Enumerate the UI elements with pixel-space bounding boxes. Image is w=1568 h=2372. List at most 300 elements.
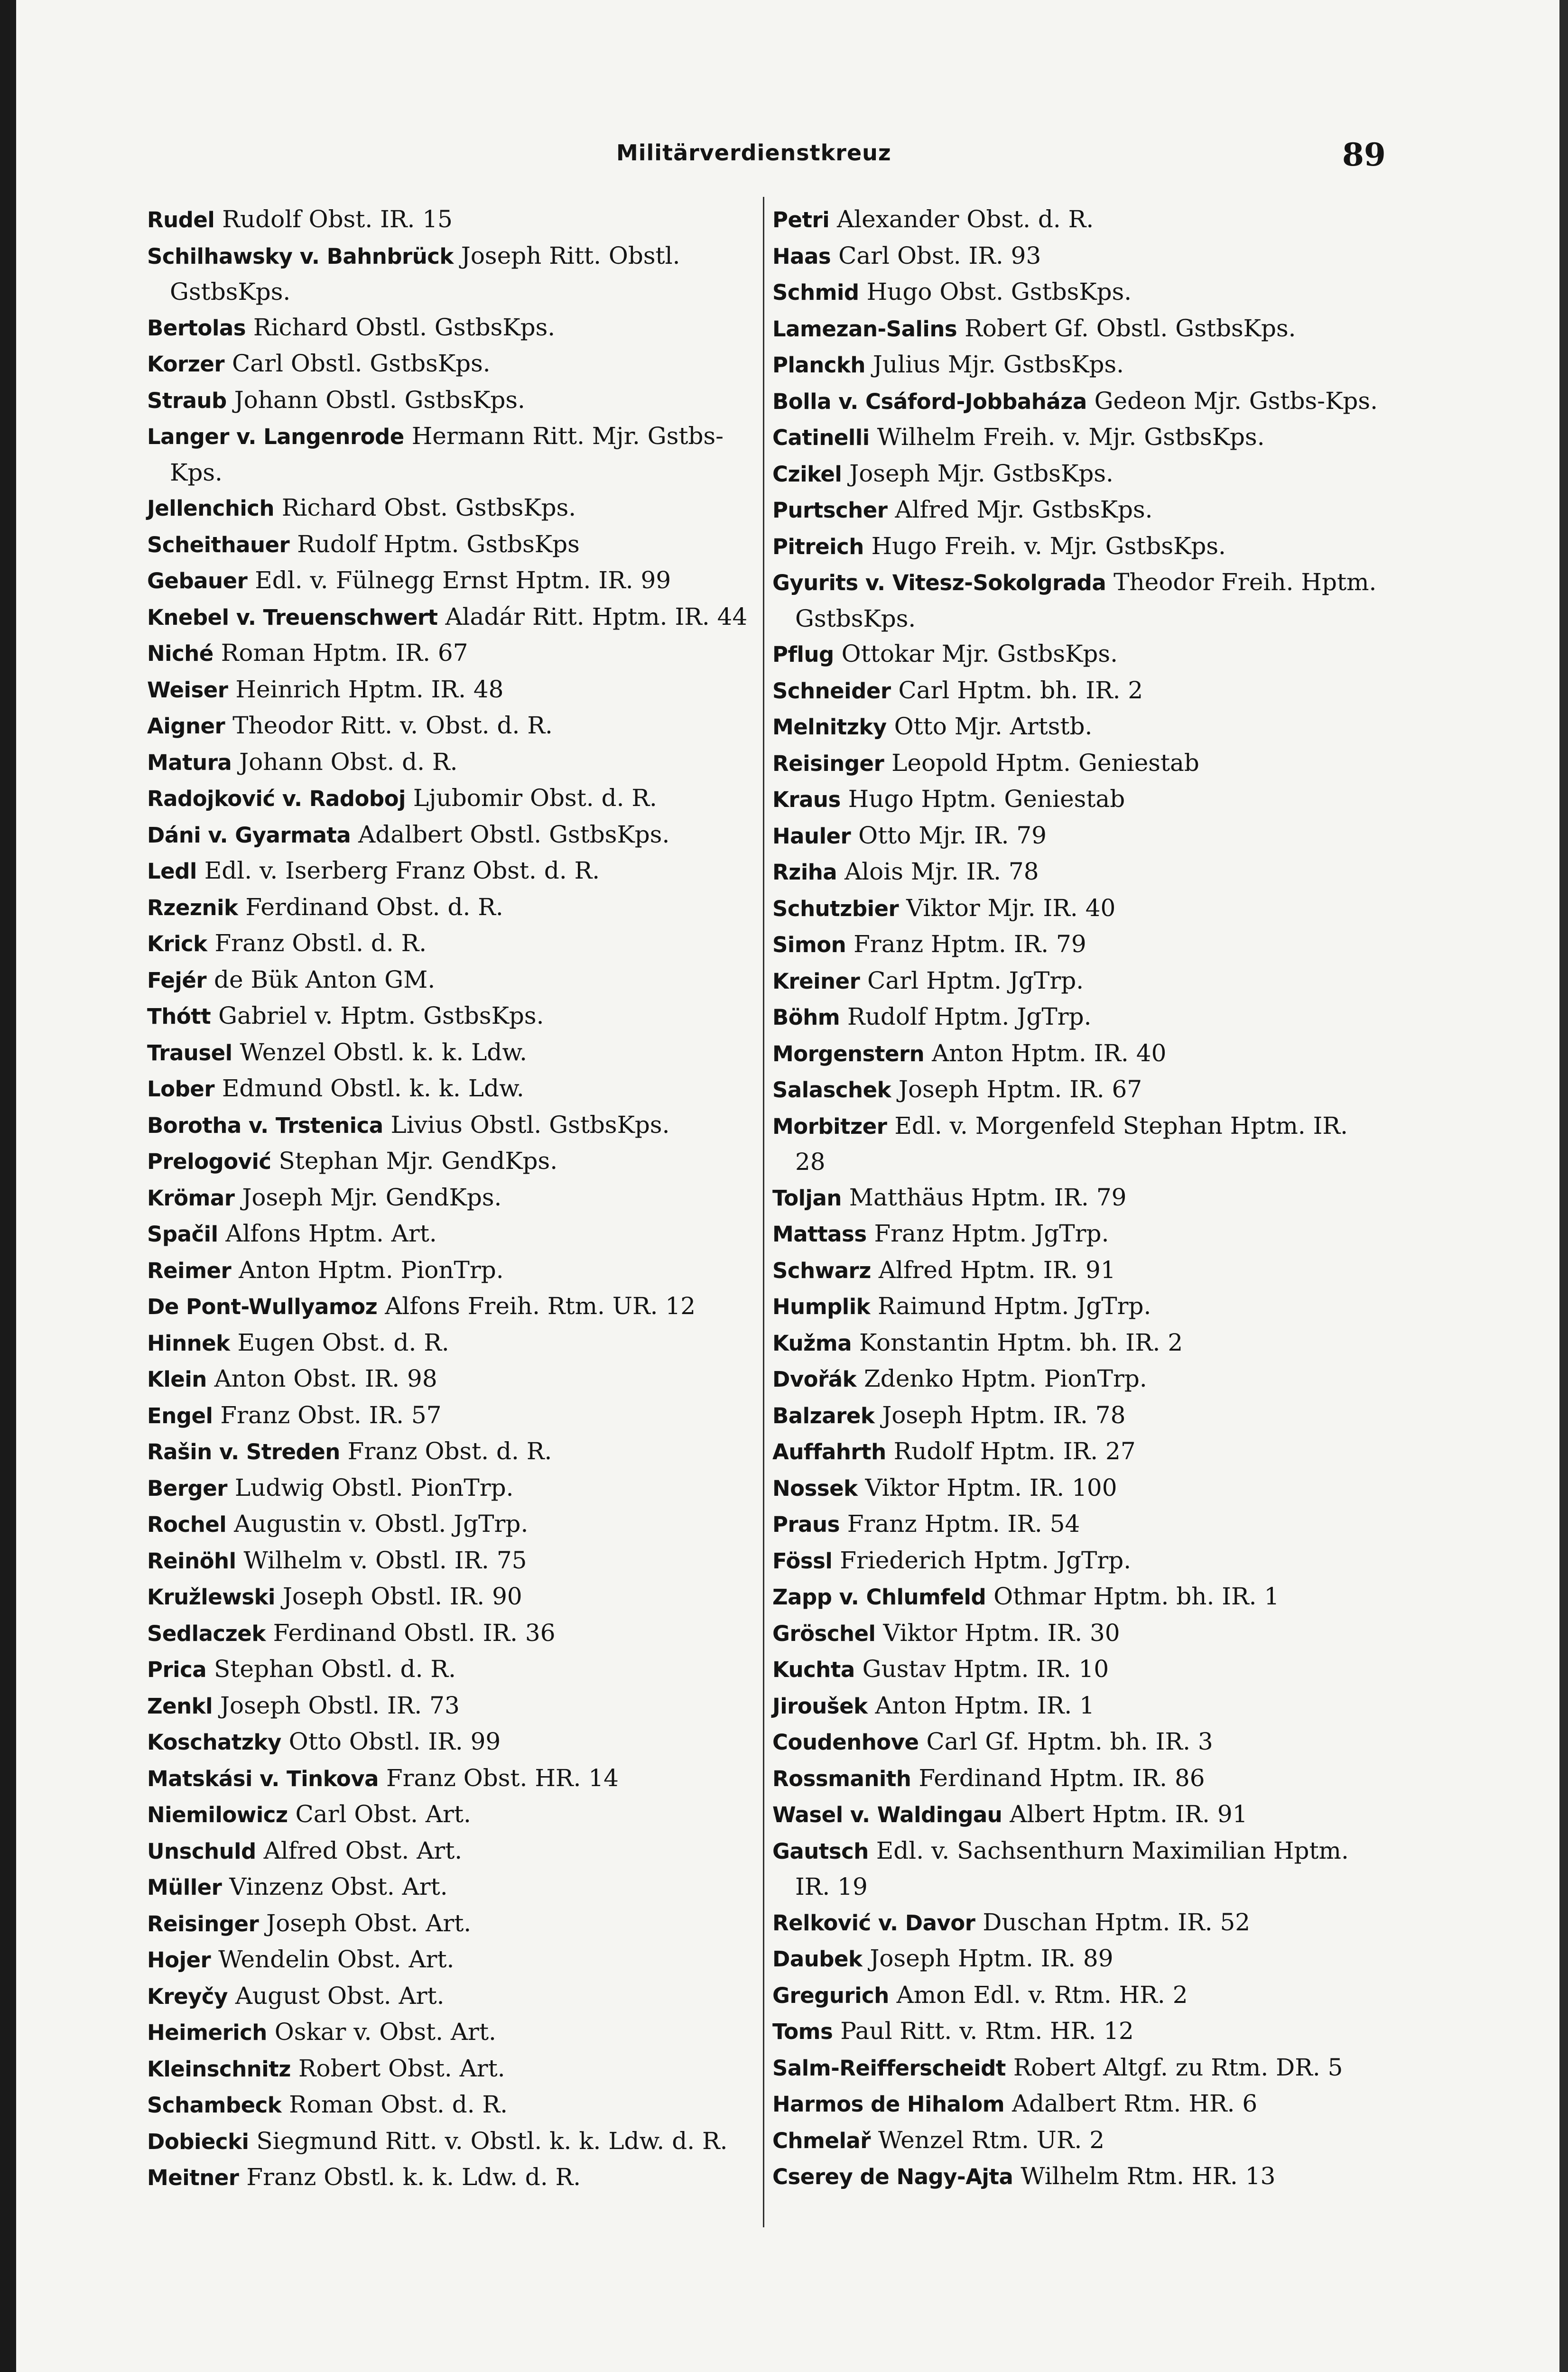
entry-surname: Catinelli [772,425,870,450]
list-item [147,1978,754,2015]
list-item [772,854,1380,890]
entry-details: Roman Hptm. IR. 67 [221,639,468,667]
list-item [147,2014,754,2051]
list-item [147,1615,754,1652]
entry-surname: Rzeznik [147,895,238,920]
list-item [772,565,1380,636]
entry-details: Wenzel Rtm. UR. 2 [878,2126,1105,2154]
list-item [147,1506,754,1543]
entry-details: Carl Obst. IR. 93 [838,241,1041,269]
entry-surname: Rziha [772,860,837,885]
entry-surname: Klein [147,1367,207,1392]
list-item [147,1906,754,1942]
list-item [772,1760,1380,1797]
entry-surname: Hinnek [147,1330,230,1356]
scan-border-left [0,0,16,2372]
entry-surname: Schambeck [147,2093,282,2118]
entry-surname: Lamezan-Salins [772,316,957,342]
list-item [772,456,1380,492]
entry-details: Theodor Freih. Hptm. GstbsKps. [795,568,1377,632]
list-item [147,635,754,672]
list-item [147,2051,754,2087]
list-item [147,1651,754,1688]
entry-details: Anton Hptm. IR. 1 [875,1691,1095,1719]
entry-surname: Scheithauer [147,532,290,557]
entry-details: Amon Edl. v. Rtm. HR. 2 [896,1981,1188,2009]
list-item [147,1797,754,1833]
list-item [147,1543,754,1579]
entry-details: Alexander Obst. d. R. [837,205,1094,233]
list-item [772,274,1380,311]
entry-surname: Spačil [147,1222,218,1247]
entry-surname: Gautsch [772,1838,869,1864]
entry-details: Joseph Obstl. IR. 73 [220,1691,460,1719]
entry-surname: Praus [772,1512,840,1537]
entry-details: Johann Obst. d. R. [239,748,458,776]
list-item [772,745,1380,782]
list-item [147,817,754,853]
entry-details: Hugo Freih. v. Mjr. GstbsKps. [871,532,1226,560]
entry-surname: Borotha v. Trstenica [147,1112,383,1138]
page-title: Militärverdienstkreuz [616,140,891,166]
entry-details: Otto Mjr. Artstb. [894,713,1093,740]
entry-surname: Lober [147,1076,215,1102]
entry-details: Alfred Obst. Art. [263,1836,463,1864]
entry-details: Gustav Hptm. IR. 10 [862,1655,1109,1683]
entry-surname: Schmid [772,280,859,305]
entry-details: Joseph Ritt. Obstl. GstbsKps. [170,241,680,306]
entry-surname: Müller [147,1875,222,1900]
list-item [772,528,1380,565]
entry-details: Carl Hptm. JgTrp. [867,966,1084,994]
entry-details: Albert Hptm. IR. 91 [1010,1800,1248,1828]
entry-surname: Gröschel [772,1621,876,1646]
entry-surname: Reinöhl [147,1548,236,1574]
entry-details: Joseph Mjr. GendKps. [242,1183,502,1211]
entry-details: Wendelin Obst. Art. [218,1946,455,1973]
entry-details: Johann Obstl. GstbsKps. [234,386,525,414]
entry-surname: Heimerich [147,2020,267,2045]
entry-details: Wilhelm Rtm. HR. 13 [1021,2162,1276,2190]
list-item [147,1942,754,1978]
list-item [147,962,754,999]
list-item [772,636,1380,673]
entry-surname: Kružlewski [147,1584,275,1610]
list-item [147,202,754,238]
entry-details: Edl. v. Morgenfeld Stephan Hptm. IR. 28 [795,1112,1348,1176]
entry-surname: Rudel [147,207,215,232]
entry-surname: Auffahrth [772,1439,886,1464]
entry-surname: Kužma [772,1330,852,1356]
list-item [147,853,754,890]
entry-surname: Krick [147,931,207,956]
list-item [772,1470,1380,1507]
list-item [147,382,754,419]
list-item [772,202,1380,238]
list-item [147,1833,754,1870]
entry-details: Siegmund Ritt. v. Obstl. k. k. Ldw. d. R. [256,2127,728,2155]
list-item [147,1288,754,1325]
running-head [16,136,1559,178]
entry-details: Joseph Obst. Art. [266,1909,472,1937]
entry-surname: Fössl [772,1548,833,1574]
entry-details: Robert Obst. Art. [298,2054,505,2082]
entry-details: Franz Hptm. JgTrp. [874,1220,1109,1247]
list-item [147,2087,754,2123]
list-item [772,2122,1380,2159]
entry-surname: Kraus [772,787,841,812]
entry-details: Gabriel v. Hptm. GstbsKps. [218,1002,544,1029]
list-item [772,999,1380,1036]
list-item [772,709,1380,745]
list-item [147,998,754,1035]
entry-details: Livius Obstl. GstbsKps. [390,1111,670,1139]
entry-details: Duschan Hptm. IR. 52 [983,1908,1251,1936]
list-item [772,1615,1380,1652]
entry-surname: Relković v. Davor [772,1910,975,1936]
list-item [147,1869,754,1906]
list-item [772,492,1380,528]
list-item [772,2086,1380,2122]
list-item [772,311,1380,347]
list-item [772,963,1380,1000]
entry-surname: Schilhawsky v. Bahnbrück [147,243,454,269]
entry-details: Franz Obst. HR. 14 [386,1764,619,1792]
list-item [772,1108,1380,1180]
entry-details: Zdenko Hptm. PionTrp. [864,1365,1147,1392]
entry-details: Joseph Hptm. IR. 78 [882,1401,1126,1429]
entry-details: Ludwig Obstl. PionTrp. [234,1473,514,1501]
entry-surname: Petri [772,207,830,232]
entry-surname: Ledl [147,859,197,884]
entry-details: Richard Obst. GstbsKps. [281,494,576,521]
list-item [147,2123,754,2160]
left-column [147,202,754,2196]
entry-surname: Dáni v. Gyarmata [147,822,351,848]
entry-surname: Purtscher [772,498,888,523]
entry-details: Stephan Obstl. d. R. [214,1655,456,1683]
entry-details: Franz Obstl. k. k. Ldw. d. R. [246,2163,581,2191]
list-item [772,1398,1380,1434]
list-item [772,2159,1380,2195]
entry-surname: Reisinger [147,1911,259,1937]
entry-surname: Simon [772,932,846,957]
entry-details: Carl Hptm. bh. IR. 2 [898,676,1143,704]
entry-surname: Gyurits v. Vitesz-Sokolgrada [772,570,1106,595]
entry-surname: Trausel [147,1040,232,1066]
list-item [772,1434,1380,1470]
entry-details: Joseph Mjr. GstbsKps. [849,459,1113,487]
entry-details: Ottokar Mjr. GstbsKps. [841,640,1118,667]
book-page [16,0,1559,2372]
entry-surname: Zenkl [147,1693,213,1719]
entry-details: Oskar v. Obst. Art. [274,2018,496,2046]
list-item [147,1361,754,1398]
list-item [147,1107,754,1144]
list-item [772,1688,1380,1724]
list-item [772,419,1380,456]
list-item [147,563,754,599]
entry-surname: Schutzbier [772,896,899,921]
list-item [772,1506,1380,1543]
column-divider [763,197,764,2227]
entry-details: Friederich Hptm. JgTrp. [840,1546,1132,1574]
entry-surname: Toljan [772,1185,842,1211]
entry-surname: Pitreich [772,534,864,559]
entry-details: Anton Hptm. PionTrp. [239,1256,504,1284]
entry-details: Franz Obst. IR. 57 [220,1401,442,1429]
entry-details: Stephan Mjr. GendKps. [278,1147,558,1175]
entry-details: Franz Obstl. d. R. [214,929,427,957]
entry-details: Edl. v. Sachsenthurn Maximilian Hptm. IR. 19 [795,1836,1349,1900]
list-item [147,1398,754,1434]
entry-surname: Schneider [772,678,891,704]
entry-details: Alfons Freih. Rtm. UR. 12 [385,1292,696,1320]
list-item [147,1071,754,1107]
list-item [772,1543,1380,1579]
entry-surname: Böhm [772,1005,840,1030]
list-item [772,1977,1380,2014]
entry-details: Adalbert Rtm. HR. 6 [1012,2090,1258,2117]
entry-details: Gedeon Mjr. Gstbs-Kps. [1094,387,1378,415]
entry-surname: Jellenchich [147,496,275,521]
entry-details: Adalbert Obstl. GstbsKps. [358,820,670,848]
entry-surname: Straub [147,388,227,413]
list-item [147,780,754,817]
entry-surname: Gregurich [772,1983,889,2008]
entry-surname: Langer v. Langenrode [147,424,404,449]
entry-surname: Niemilowicz [147,1802,288,1827]
list-item [147,672,754,708]
entry-details: Julius Mjr. GstbsKps. [872,351,1124,378]
entry-surname: Cserey de Nagy-Ajta [772,2164,1013,2189]
list-item [147,1325,754,1362]
list-item [772,781,1380,818]
list-item [147,926,754,962]
list-item [147,1579,754,1615]
entry-details: Viktor Hptm. IR. 30 [883,1619,1120,1647]
entry-details: Hermann Ritt. Mjr. Gstbs-Kps. [170,422,724,486]
entry-surname: Hojer [147,1947,211,1973]
entry-surname: Gebauer [147,568,248,593]
entry-details: Otto Obstl. IR. 99 [288,1728,501,1755]
list-item [772,1252,1380,1289]
entry-surname: Dvořák [772,1367,857,1392]
list-item [772,1579,1380,1615]
entry-details: Otto Mjr. IR. 79 [858,821,1047,849]
entry-details: Wilhelm Freih. v. Mjr. GstbsKps. [877,423,1265,451]
entry-details: Rudolf Hptm. IR. 27 [893,1437,1136,1465]
entry-details: Theodor Ritt. v. Obst. d. R. [232,712,553,739]
entry-surname: Coudenhove [772,1730,919,1755]
list-item [772,1905,1380,1941]
entry-surname: Thótt [147,1004,211,1029]
entry-surname: Daubek [772,1946,863,1972]
list-item [147,1180,754,1216]
list-item [772,1036,1380,1072]
entry-details: Matthäus Hptm. IR. 79 [849,1183,1127,1211]
entry-details: Rudolf Hptm. JgTrp. [847,1003,1092,1030]
entry-surname: Bolla v. Csáford-Jobbaháza [772,389,1087,414]
list-item [147,490,754,527]
entry-details: Anton Hptm. IR. 40 [932,1039,1167,1067]
entry-details: Wilhelm v. Obstl. IR. 75 [243,1546,527,1574]
list-item [147,599,754,636]
list-item [772,1361,1380,1398]
entry-details: Paul Ritt. v. Rtm. HR. 12 [840,2017,1134,2045]
entry-details: Vinzenz Obst. Art. [229,1873,448,1900]
list-item [772,927,1380,963]
entry-surname: Matskási v. Tinkova [147,1766,379,1791]
list-item [772,1180,1380,1216]
list-item [147,744,754,781]
right-column [772,202,1380,2195]
list-item [772,238,1380,275]
entry-surname: Planckh [772,352,865,378]
entry-details: Ferdinand Obst. d. R. [245,893,503,921]
entry-details: Alfons Hptm. Art. [225,1220,437,1247]
entry-details: Othmar Hptm. bh. IR. 1 [993,1583,1280,1610]
entry-surname: Koschatzky [147,1730,281,1755]
entry-surname: Wasel v. Waldingau [772,1802,1002,1827]
entry-surname: Fejér [147,967,207,993]
entry-details: Edmund Obstl. k. k. Ldw. [222,1075,524,1102]
list-item [147,238,754,310]
list-item [147,890,754,926]
entry-surname: Engel [147,1403,213,1428]
entry-details: Heinrich Hptm. IR. 48 [235,675,504,703]
entry-surname: Haas [772,243,831,269]
list-item [147,1470,754,1507]
entry-surname: Schwarz [772,1258,871,1283]
entry-details: Wenzel Obstl. k. k. Ldw. [240,1038,528,1066]
entry-surname: Reisinger [772,751,884,776]
entry-details: Franz Obst. d. R. [347,1437,552,1465]
list-item [772,1325,1380,1362]
list-item [147,708,754,744]
list-item [147,1760,754,1797]
entry-details: de Bük Anton GM. [213,965,436,993]
entry-surname: Reimer [147,1258,232,1283]
entry-surname: Mattass [772,1222,867,1247]
entry-surname: Meitner [147,2165,239,2190]
entry-details: Viktor Hptm. IR. 100 [865,1473,1117,1501]
entry-details: Ljubomir Obst. d. R. [413,784,657,812]
entry-surname: Balzarek [772,1403,875,1428]
entry-surname: Morbitzer [772,1113,887,1139]
entry-surname: Rossmanith [772,1766,911,1791]
entry-surname: Kreiner [772,968,860,994]
scan-border-right [1559,0,1568,2372]
entry-surname: Czikel [772,461,842,487]
list-item [147,346,754,382]
list-item [772,1941,1380,1977]
list-item [147,1688,754,1724]
entry-details: August Obst. Art. [235,1982,445,2010]
entry-surname: Krömar [147,1185,235,1211]
list-item [772,890,1380,927]
list-item [772,1797,1380,1833]
entry-details: Carl Obstl. GstbsKps. [232,350,491,377]
list-item [147,1434,754,1470]
entry-details: Edl. v. Iserberg Franz Obst. d. R. [204,857,600,884]
entry-surname: Knebel v. Treuenschwert [147,604,438,630]
entry-details: Carl Gf. Hptm. bh. IR. 3 [926,1728,1213,1755]
entry-details: Aladár Ritt. Hptm. IR. 44 [445,602,748,630]
entry-surname: Kreyčy [147,1983,228,2009]
entry-surname: Kuchta [772,1657,855,1682]
list-item [772,383,1380,420]
page-number: 89 [1342,136,1386,173]
entry-details: Alois Mjr. IR. 78 [844,858,1039,885]
entry-details: Ferdinand Hptm. IR. 86 [919,1764,1205,1792]
list-item [147,1035,754,1071]
entry-surname: Hauler [772,823,851,849]
entry-details: Rudolf Hptm. GstbsKps [297,530,580,558]
entry-details: Eugen Obst. d. R. [237,1328,449,1356]
entry-surname: Korzer [147,352,225,377]
list-item [772,818,1380,854]
entry-surname: Melnitzky [772,714,887,740]
entry-surname: Jiroušek [772,1693,868,1719]
entry-surname: Salm-Reifferscheidt [772,2055,1006,2081]
list-item [772,2013,1380,2050]
entry-details: Alfred Mjr. GstbsKps. [895,496,1153,523]
entry-details: Raimund Hptm. JgTrp. [877,1292,1151,1320]
entry-surname: Dobiecki [147,2129,249,2154]
list-item [772,1288,1380,1325]
entry-details: Robert Gf. Obstl. GstbsKps. [965,314,1296,342]
list-item [772,1651,1380,1688]
entry-surname: Pflug [772,642,834,667]
entry-surname: Sedlaczek [147,1621,266,1646]
entry-surname: Chmelař [772,2128,871,2153]
list-item [147,1216,754,1252]
entry-surname: Toms [772,2019,833,2044]
list-item [147,418,754,490]
entry-surname: Prelogović [147,1149,271,1174]
list-item [147,2159,754,2196]
entry-details: Rudolf Obst. IR. 15 [222,205,453,233]
entry-details: Konstantin Hptm. bh. IR. 2 [859,1328,1183,1356]
entry-surname: Salaschek [772,1077,891,1103]
entry-surname: Berger [147,1475,227,1501]
entry-details: Roman Obst. d. R. [289,2091,508,2118]
entry-details: Joseph Obstl. IR. 90 [282,1583,522,1610]
entry-surname: Weiser [147,677,228,703]
list-item [772,2050,1380,2086]
entry-surname: Radojković v. Radoboj [147,786,406,811]
entry-surname: Prica [147,1657,207,1682]
list-item [772,1724,1380,1760]
entry-surname: Harmos de Hihalom [772,2092,1005,2117]
list-item [772,673,1380,709]
entry-details: Leopold Hptm. Geniestab [891,749,1199,777]
entry-details: Edl. v. Fülnegg Ernst Hptm. IR. 99 [255,566,671,594]
entry-details: Hugo Hptm. Geniestab [848,785,1125,813]
entry-surname: Bertolas [147,315,246,341]
entry-details: Joseph Hptm. IR. 67 [898,1075,1142,1103]
entry-surname: De Pont-Wullyamoz [147,1294,378,1319]
list-item [772,1833,1380,1905]
entry-details: Viktor Mjr. IR. 40 [906,894,1116,922]
entry-details: Franz Hptm. IR. 79 [854,930,1086,958]
entry-details: Augustin v. Obstl. JgTrp. [234,1510,529,1538]
entry-details: Carl Obst. Art. [295,1800,471,1828]
list-item [147,1143,754,1180]
entry-details: Joseph Hptm. IR. 89 [870,1945,1113,1972]
list-item [772,1216,1380,1252]
